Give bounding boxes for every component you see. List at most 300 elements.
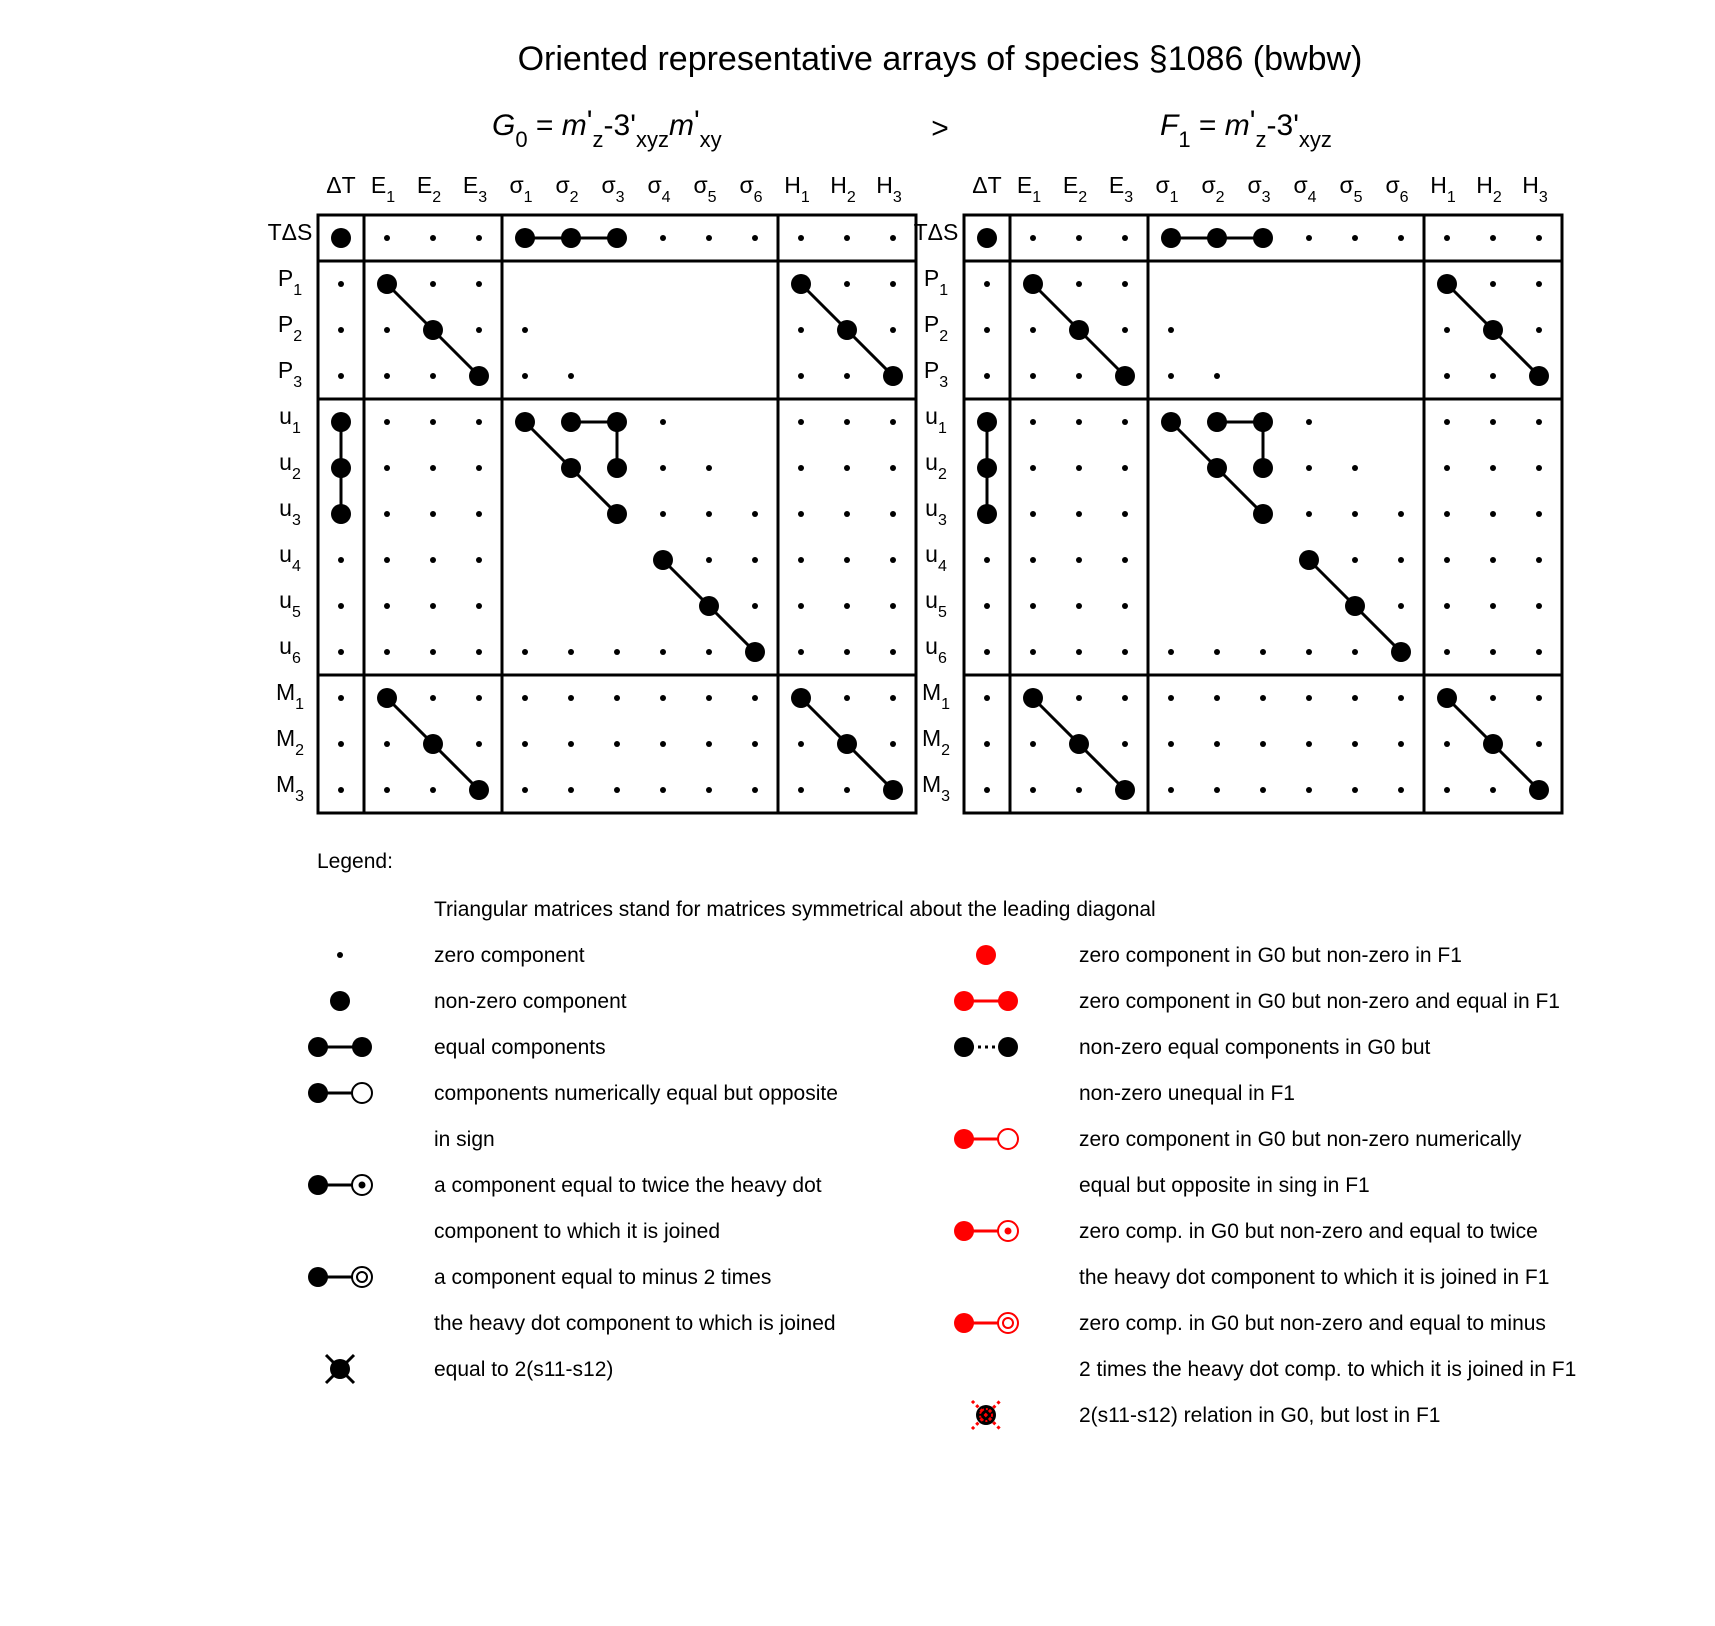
nonzero-component bbox=[1391, 642, 1411, 662]
legend-dot bbox=[352, 1267, 372, 1287]
legend-dot bbox=[954, 1221, 974, 1241]
zero-component bbox=[568, 649, 574, 655]
column-header: $\sigma_1$ bbox=[1155, 172, 1179, 206]
zero-component bbox=[706, 235, 712, 241]
zero-component bbox=[1398, 741, 1404, 747]
zero-component bbox=[890, 327, 896, 333]
row-header: $P_2$ bbox=[277, 311, 303, 345]
legend-item-zero bbox=[337, 944, 585, 967]
column-header: ΔT bbox=[972, 172, 1002, 198]
zero-component bbox=[1536, 281, 1542, 287]
legend-dot bbox=[308, 1037, 328, 1057]
zero-component bbox=[798, 557, 804, 563]
zero-component bbox=[706, 557, 712, 563]
column-header: $H_2$ bbox=[1476, 172, 1502, 206]
nonzero-component bbox=[1161, 228, 1181, 248]
column-header: $H_3$ bbox=[1522, 172, 1548, 206]
zero-component bbox=[1536, 327, 1542, 333]
nonzero-component bbox=[883, 366, 903, 386]
zero-component bbox=[844, 603, 850, 609]
row-header: TΔS bbox=[267, 219, 313, 245]
legend-text: zero component bbox=[434, 944, 585, 967]
nonzero-component bbox=[423, 320, 443, 340]
column-header: $E_3$ bbox=[462, 172, 488, 206]
zero-component bbox=[890, 557, 896, 563]
column-header: $H_3$ bbox=[876, 172, 902, 206]
zero-component bbox=[476, 235, 482, 241]
zero-component bbox=[476, 741, 482, 747]
legend-dot bbox=[352, 1037, 372, 1057]
column-header: $E_1$ bbox=[370, 172, 396, 206]
legend-heading: Legend: bbox=[317, 850, 393, 873]
nonzero-component bbox=[1253, 412, 1273, 432]
zero-component bbox=[1444, 741, 1450, 747]
zero-component bbox=[984, 327, 990, 333]
zero-component bbox=[384, 649, 390, 655]
row-header: TΔS bbox=[913, 219, 959, 245]
nonzero-component bbox=[1069, 320, 1089, 340]
zero-component bbox=[798, 419, 804, 425]
zero-component bbox=[844, 373, 850, 379]
column-header: $\sigma_3$ bbox=[601, 172, 625, 206]
nonzero-component bbox=[837, 734, 857, 754]
zero-component bbox=[706, 787, 712, 793]
nonzero-component bbox=[745, 642, 765, 662]
column-header: $E_2$ bbox=[1062, 172, 1088, 206]
row-header: $u_6$ bbox=[925, 633, 947, 667]
zero-component bbox=[984, 281, 990, 287]
zero-component bbox=[338, 373, 344, 379]
column-header: $E_2$ bbox=[416, 172, 442, 206]
zero-component bbox=[1076, 373, 1082, 379]
nonzero-component bbox=[1115, 780, 1135, 800]
zero-component bbox=[1490, 649, 1496, 655]
nonzero-component bbox=[561, 412, 581, 432]
row-header: $P_2$ bbox=[923, 311, 949, 345]
legend-text: in sign bbox=[434, 1128, 495, 1151]
zero-component bbox=[1444, 327, 1450, 333]
zero-component bbox=[844, 695, 850, 701]
legend bbox=[308, 850, 1576, 1429]
zero-component bbox=[706, 511, 712, 517]
legend-dot bbox=[954, 1129, 974, 1149]
zero-component bbox=[844, 787, 850, 793]
nonzero-component bbox=[699, 596, 719, 616]
zero-component bbox=[984, 649, 990, 655]
zero-component bbox=[1260, 787, 1266, 793]
zero-component bbox=[384, 787, 390, 793]
zero-component bbox=[1076, 419, 1082, 425]
zero-component bbox=[1398, 695, 1404, 701]
zero-component bbox=[1444, 557, 1450, 563]
nonzero-component bbox=[331, 228, 351, 248]
zero-component bbox=[1030, 787, 1036, 793]
formula-f1 bbox=[1160, 105, 1332, 152]
column-header: $\sigma_5$ bbox=[1339, 172, 1363, 206]
zero-component bbox=[798, 235, 804, 241]
zero-component bbox=[1306, 741, 1312, 747]
zero-component bbox=[1076, 603, 1082, 609]
formula-g0 bbox=[492, 105, 722, 152]
column-header: $E_1$ bbox=[1016, 172, 1042, 206]
zero-component bbox=[1122, 649, 1128, 655]
zero-component bbox=[660, 511, 666, 517]
zero-component bbox=[476, 327, 482, 333]
legend-dot bbox=[337, 952, 343, 958]
zero-component bbox=[1536, 235, 1542, 241]
zero-component bbox=[1030, 419, 1036, 425]
zero-component bbox=[1030, 235, 1036, 241]
zero-component bbox=[384, 419, 390, 425]
legend-dot bbox=[998, 991, 1018, 1011]
zero-component bbox=[1398, 603, 1404, 609]
zero-component bbox=[1490, 511, 1496, 517]
zero-component bbox=[752, 695, 758, 701]
zero-component bbox=[890, 465, 896, 471]
column-header: $\sigma_6$ bbox=[1385, 172, 1409, 206]
zero-component bbox=[1030, 327, 1036, 333]
nonzero-component bbox=[607, 458, 627, 478]
zero-component bbox=[844, 465, 850, 471]
zero-component bbox=[522, 787, 528, 793]
zero-component bbox=[1490, 281, 1496, 287]
zero-component bbox=[798, 649, 804, 655]
zero-component bbox=[1306, 787, 1312, 793]
legend-dot bbox=[308, 1083, 328, 1103]
zero-component bbox=[660, 741, 666, 747]
zero-component bbox=[384, 741, 390, 747]
nonzero-component bbox=[977, 412, 997, 432]
column-header: $\sigma_1$ bbox=[509, 172, 533, 206]
zero-component bbox=[476, 557, 482, 563]
zero-component bbox=[430, 235, 436, 241]
zero-component bbox=[660, 419, 666, 425]
legend-text: zero comp. in G0 but non-zero and equal to minus bbox=[1079, 1312, 1546, 1335]
column-header: $H_2$ bbox=[830, 172, 856, 206]
nonzero-component bbox=[1161, 412, 1181, 432]
nonzero-component bbox=[1299, 550, 1319, 570]
legend-dot bbox=[954, 1313, 974, 1333]
zero-component bbox=[1536, 557, 1542, 563]
column-header: $\sigma_2$ bbox=[1201, 172, 1225, 206]
zero-component bbox=[984, 695, 990, 701]
nonzero-component bbox=[1483, 320, 1503, 340]
zero-component bbox=[798, 787, 804, 793]
zero-component bbox=[430, 419, 436, 425]
zero-component bbox=[1352, 649, 1358, 655]
zero-component bbox=[1122, 465, 1128, 471]
zero-component bbox=[984, 787, 990, 793]
zero-component bbox=[338, 327, 344, 333]
zero-component bbox=[798, 741, 804, 747]
zero-component bbox=[476, 281, 482, 287]
zero-component bbox=[614, 741, 620, 747]
zero-component bbox=[844, 235, 850, 241]
row-header: $P_1$ bbox=[923, 265, 949, 299]
zero-component bbox=[844, 649, 850, 655]
nonzero-component bbox=[1207, 228, 1227, 248]
zero-component bbox=[984, 603, 990, 609]
zero-component bbox=[1168, 373, 1174, 379]
legend-item-cross bbox=[326, 1355, 613, 1383]
zero-component bbox=[844, 419, 850, 425]
zero-component bbox=[338, 557, 344, 563]
zero-component bbox=[1490, 557, 1496, 563]
row-header: $u_1$ bbox=[279, 403, 301, 437]
zero-component bbox=[430, 511, 436, 517]
zero-component bbox=[1398, 787, 1404, 793]
zero-component bbox=[1444, 465, 1450, 471]
zero-component bbox=[844, 281, 850, 287]
zero-component bbox=[1536, 649, 1542, 655]
column-header: $H_1$ bbox=[784, 172, 810, 206]
zero-component bbox=[614, 787, 620, 793]
zero-component bbox=[476, 465, 482, 471]
zero-component bbox=[1444, 603, 1450, 609]
zero-component bbox=[1076, 465, 1082, 471]
zero-component bbox=[1030, 465, 1036, 471]
zero-component bbox=[1398, 511, 1404, 517]
zero-component bbox=[1306, 419, 1312, 425]
zero-component bbox=[1306, 695, 1312, 701]
legend-item-red-opposite bbox=[954, 1128, 1522, 1197]
zero-component bbox=[1536, 695, 1542, 701]
zero-component bbox=[1352, 465, 1358, 471]
zero-component bbox=[890, 649, 896, 655]
zero-component bbox=[706, 465, 712, 471]
zero-component bbox=[430, 603, 436, 609]
diagram-title: Oriented representative arrays of species §1086 (bwbw) bbox=[517, 40, 1363, 78]
zero-component bbox=[752, 557, 758, 563]
nonzero-component bbox=[1437, 688, 1457, 708]
zero-component bbox=[1168, 787, 1174, 793]
zero-component bbox=[476, 695, 482, 701]
zero-component bbox=[1444, 373, 1450, 379]
nonzero-component bbox=[1529, 780, 1549, 800]
zero-component bbox=[430, 649, 436, 655]
zero-component bbox=[1030, 649, 1036, 655]
zero-component bbox=[1536, 511, 1542, 517]
legend-text: 2 times the heavy dot comp. to which it is joined in F1 bbox=[1079, 1358, 1577, 1381]
legend-dot bbox=[359, 1182, 366, 1189]
zero-component bbox=[522, 327, 528, 333]
zero-component bbox=[1536, 741, 1542, 747]
legend-text: component to which it is joined bbox=[434, 1220, 720, 1243]
legend-item-dotted-equal bbox=[954, 1036, 1431, 1105]
zero-component bbox=[1122, 327, 1128, 333]
zero-component bbox=[1444, 649, 1450, 655]
row-header: $u_5$ bbox=[279, 587, 301, 621]
column-header: $\sigma_2$ bbox=[555, 172, 579, 206]
zero-component bbox=[522, 695, 528, 701]
zero-component bbox=[1076, 511, 1082, 517]
zero-component bbox=[660, 695, 666, 701]
legend-text: equal to 2(s11-s12) bbox=[434, 1358, 614, 1381]
legend-text: the heavy dot component to which is joined bbox=[434, 1312, 836, 1335]
legend-text: zero component in G0 but non-zero and equal in F1 bbox=[1079, 990, 1560, 1013]
zero-component bbox=[1076, 649, 1082, 655]
zero-component bbox=[1490, 465, 1496, 471]
zero-component bbox=[430, 373, 436, 379]
nonzero-component bbox=[1207, 458, 1227, 478]
zero-component bbox=[1490, 419, 1496, 425]
zero-component bbox=[1030, 741, 1036, 747]
row-header: $u_6$ bbox=[279, 633, 301, 667]
zero-component bbox=[568, 373, 574, 379]
nonzero-component bbox=[653, 550, 673, 570]
legend-dot bbox=[352, 1083, 372, 1103]
zero-component bbox=[1076, 281, 1082, 287]
zero-component bbox=[798, 465, 804, 471]
nonzero-component bbox=[1253, 504, 1273, 524]
row-header: $u_4$ bbox=[279, 541, 301, 575]
zero-component bbox=[1536, 419, 1542, 425]
zero-component bbox=[1306, 649, 1312, 655]
legend-dot bbox=[976, 945, 996, 965]
nonzero-component bbox=[977, 504, 997, 524]
zero-component bbox=[1352, 741, 1358, 747]
zero-component bbox=[338, 741, 344, 747]
zero-component bbox=[752, 511, 758, 517]
zero-component bbox=[984, 557, 990, 563]
zero-component bbox=[614, 695, 620, 701]
zero-component bbox=[890, 741, 896, 747]
zero-component bbox=[338, 281, 344, 287]
nonzero-component bbox=[1207, 412, 1227, 432]
zero-component bbox=[1214, 649, 1220, 655]
row-header: $M_2$ bbox=[921, 725, 951, 759]
legend-text: 2(s11-s12) relation in G0, but lost in F1 bbox=[1079, 1404, 1441, 1427]
zero-component bbox=[1260, 695, 1266, 701]
zero-component bbox=[430, 787, 436, 793]
nonzero-component bbox=[377, 274, 397, 294]
column-header: $\sigma_4$ bbox=[1293, 172, 1317, 206]
legend-text: a component equal to minus 2 times bbox=[434, 1266, 772, 1289]
zero-component bbox=[476, 649, 482, 655]
nonzero-component bbox=[561, 458, 581, 478]
svg-text:F1 = m'z-3'xyz: $F_1 = m'_z-3'_{xyz}$ bbox=[1160, 105, 1332, 152]
zero-component bbox=[660, 235, 666, 241]
zero-component bbox=[1122, 741, 1128, 747]
nonzero-component bbox=[423, 734, 443, 754]
zero-component bbox=[752, 741, 758, 747]
nonzero-component bbox=[607, 504, 627, 524]
row-header: $M_3$ bbox=[921, 771, 951, 805]
zero-component bbox=[1122, 557, 1128, 563]
zero-component bbox=[614, 649, 620, 655]
column-header: $H_1$ bbox=[1430, 172, 1456, 206]
zero-component bbox=[430, 557, 436, 563]
row-header: $M_2$ bbox=[275, 725, 305, 759]
zero-component bbox=[1168, 649, 1174, 655]
legend-item-red-minus2 bbox=[954, 1312, 1576, 1381]
legend-text: a component equal to twice the heavy dot bbox=[434, 1174, 822, 1197]
legend-item-red-cross bbox=[972, 1401, 1440, 1429]
zero-component bbox=[1490, 373, 1496, 379]
zero-component bbox=[1352, 557, 1358, 563]
zero-component bbox=[798, 511, 804, 517]
nonzero-component bbox=[1345, 596, 1365, 616]
zero-component bbox=[1076, 235, 1082, 241]
zero-component bbox=[1398, 557, 1404, 563]
nonzero-component bbox=[561, 228, 581, 248]
zero-component bbox=[568, 741, 574, 747]
legend-text: the heavy dot component to which it is joined in F1 bbox=[1079, 1266, 1550, 1289]
zero-component bbox=[522, 649, 528, 655]
zero-component bbox=[1030, 557, 1036, 563]
zero-component bbox=[568, 695, 574, 701]
nonzero-component bbox=[1253, 228, 1273, 248]
zero-component bbox=[706, 649, 712, 655]
zero-component bbox=[1536, 603, 1542, 609]
zero-component bbox=[1352, 787, 1358, 793]
zero-component bbox=[890, 603, 896, 609]
legend-note: Triangular matrices stand for matrices symmetrical about the leading diagonal bbox=[434, 898, 1156, 921]
row-header: $M_1$ bbox=[275, 679, 305, 713]
zero-component bbox=[430, 281, 436, 287]
zero-component bbox=[1122, 281, 1128, 287]
nonzero-component bbox=[1023, 274, 1043, 294]
zero-component bbox=[384, 603, 390, 609]
nonzero-component bbox=[607, 412, 627, 432]
zero-component bbox=[338, 695, 344, 701]
zero-component bbox=[1122, 511, 1128, 517]
zero-component bbox=[1122, 603, 1128, 609]
nonzero-component bbox=[1437, 274, 1457, 294]
row-header: $u_4$ bbox=[925, 541, 947, 575]
legend-dot bbox=[330, 991, 350, 1011]
zero-component bbox=[1352, 511, 1358, 517]
legend-text: zero component in G0 but non-zero numerically bbox=[1079, 1128, 1522, 1151]
zero-component bbox=[1444, 787, 1450, 793]
zero-component bbox=[1030, 511, 1036, 517]
zero-component bbox=[890, 511, 896, 517]
zero-component bbox=[338, 649, 344, 655]
legend-text: zero component in G0 but non-zero in F1 bbox=[1079, 944, 1462, 967]
zero-component bbox=[1490, 695, 1496, 701]
column-header: $\sigma_5$ bbox=[693, 172, 717, 206]
zero-component bbox=[476, 511, 482, 517]
nonzero-component bbox=[1529, 366, 1549, 386]
nonzero-component bbox=[977, 228, 997, 248]
zero-component bbox=[984, 741, 990, 747]
legend-dot bbox=[954, 1037, 974, 1057]
zero-component bbox=[752, 787, 758, 793]
zero-component bbox=[384, 465, 390, 471]
matrix-f1 bbox=[914, 172, 1562, 813]
zero-component bbox=[752, 235, 758, 241]
zero-component bbox=[1214, 787, 1220, 793]
legend-dot bbox=[308, 1267, 328, 1287]
nonzero-component bbox=[1483, 734, 1503, 754]
legend-dot bbox=[998, 1037, 1018, 1057]
legend-item-red-equal bbox=[954, 990, 1560, 1013]
row-header: $M_1$ bbox=[921, 679, 951, 713]
zero-component bbox=[1168, 741, 1174, 747]
zero-component bbox=[384, 327, 390, 333]
row-header: $P_3$ bbox=[277, 357, 303, 391]
zero-component bbox=[522, 373, 528, 379]
zero-component bbox=[1490, 235, 1496, 241]
zero-component bbox=[338, 787, 344, 793]
legend-text: equal but opposite in sing in F1 bbox=[1079, 1174, 1370, 1197]
legend-text: non-zero equal components in G0 but bbox=[1079, 1036, 1431, 1059]
matrix-g0 bbox=[268, 172, 916, 813]
nonzero-component bbox=[837, 320, 857, 340]
zero-component bbox=[984, 373, 990, 379]
zero-component bbox=[706, 695, 712, 701]
zero-component bbox=[1444, 511, 1450, 517]
